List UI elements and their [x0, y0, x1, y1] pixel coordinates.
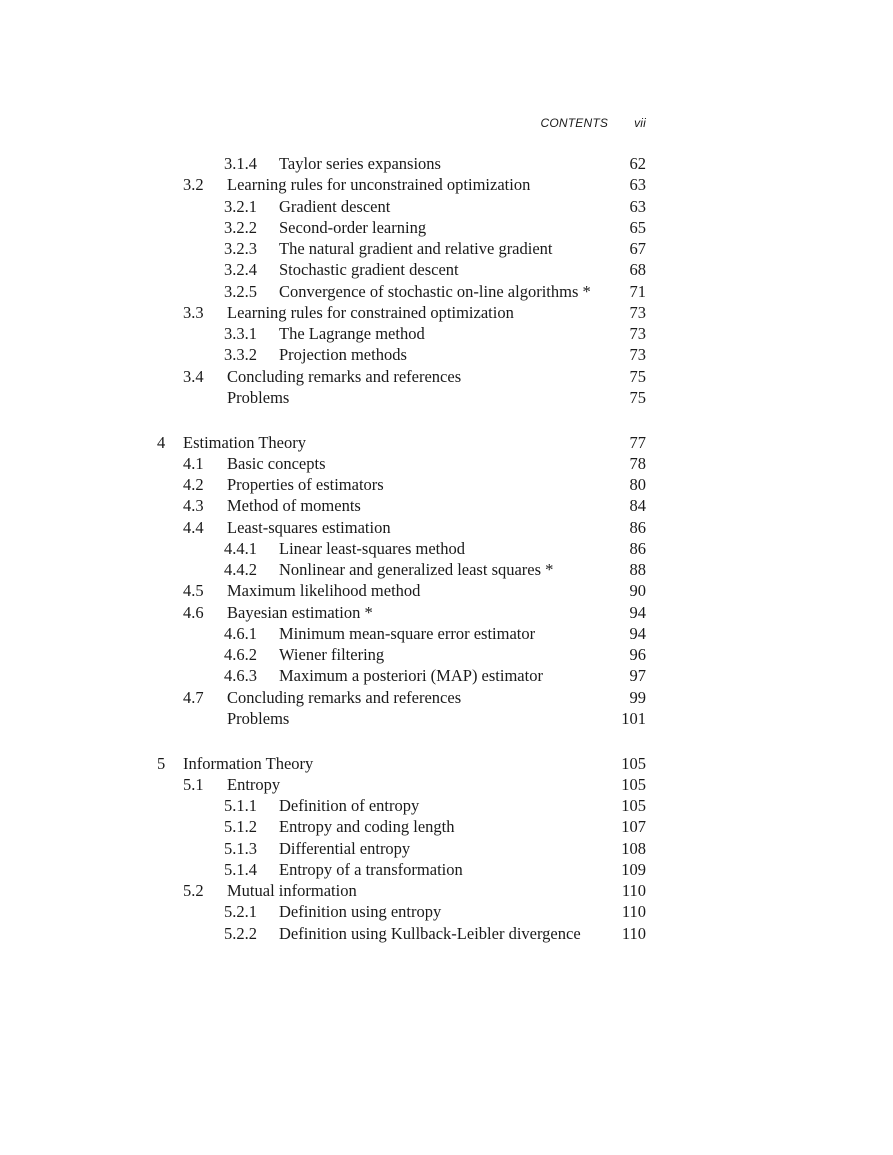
- toc-entry-page: 78: [629, 453, 646, 473]
- toc-entry-number: 4.7: [183, 687, 204, 707]
- toc-entry-title: Differential entropy: [279, 838, 411, 858]
- toc-entry-page: 63: [629, 175, 646, 195]
- toc-entry-number: 5.2.1: [224, 902, 257, 922]
- toc-entry-number: 3.3.2: [224, 345, 257, 365]
- toc-entry-title: Maximum likelihood method: [227, 581, 421, 601]
- toc-entry-number: 4.6: [183, 602, 204, 622]
- running-head-page-number: vii: [634, 116, 646, 130]
- toc-entry-title: Linear least-squares method: [279, 538, 466, 558]
- toc-entry-page: 73: [629, 324, 646, 343]
- toc-entry-page: 97: [629, 666, 646, 686]
- toc-entry-page: 88: [629, 560, 646, 579]
- toc-entry-number: 3.2.3: [224, 239, 257, 258]
- toc-section-row: [0, 774, 893, 795]
- toc-problems-row: [0, 387, 893, 408]
- toc-entry-title: Definition using entropy: [279, 902, 442, 922]
- toc-subsection-row: [0, 838, 893, 859]
- running-head-title: CONTENTS: [540, 116, 609, 130]
- toc-section-row: [0, 174, 893, 195]
- toc-entry-page: 68: [629, 260, 646, 280]
- toc-entry-title: Mutual information: [227, 881, 357, 900]
- toc-subsection-row: [0, 901, 893, 922]
- toc-entry-number: 3.2.2: [224, 217, 257, 237]
- toc-subsection-row: [0, 859, 893, 880]
- toc-entry-number: 5: [157, 753, 166, 773]
- toc-entry-number: 3.3.1: [224, 324, 257, 343]
- toc-entry-title: Bayesian estimation *: [227, 602, 373, 622]
- toc-entry-page: 110: [621, 881, 646, 900]
- toc-entry-title: Basic concepts: [227, 453, 326, 473]
- toc-entry-number: 4.6.2: [224, 645, 257, 664]
- toc-entry-number: 4.1: [183, 453, 204, 473]
- toc-entry-title: Entropy of a transformation: [279, 859, 463, 879]
- toc-entry-title: Gradient descent: [279, 196, 391, 216]
- toc-entry-number: 3.2.4: [224, 260, 257, 280]
- toc-subsection-row: [0, 259, 893, 280]
- toc-entry-number: 3.2: [183, 175, 204, 195]
- toc-entry-title: Wiener filtering: [279, 645, 385, 664]
- toc-subsection-row: [0, 816, 893, 837]
- toc-entry-title: Stochastic gradient descent: [279, 260, 459, 280]
- toc-entry-number: 5.1.3: [224, 838, 257, 858]
- toc-subsection-row: [0, 344, 893, 365]
- toc-entry-title: The natural gradient and relative gradient: [279, 239, 553, 258]
- toc-entry-number: 4.3: [183, 496, 204, 516]
- toc-entry-title: Problems: [227, 387, 290, 407]
- toc-entry-number: 5.1.4: [224, 859, 257, 879]
- toc-entry-page: 75: [629, 366, 646, 386]
- toc-entry-page: 63: [629, 196, 646, 216]
- toc-entry-number: 4: [157, 432, 166, 452]
- toc-entry-page: 107: [621, 817, 646, 837]
- toc-entry-title: Information Theory: [183, 753, 314, 773]
- toc-section-row: [0, 453, 893, 474]
- toc-entry-number: 4.4.2: [224, 560, 257, 579]
- toc-entry-title: Entropy and coding length: [279, 817, 455, 837]
- toc-chapter-row: [0, 432, 893, 453]
- toc-section-row: [0, 366, 893, 387]
- toc-entry-title: Second-order learning: [279, 217, 427, 237]
- toc-entry-number: 4.5: [183, 581, 204, 601]
- toc-entry-title: Minimum mean-square error estimator: [279, 623, 536, 643]
- toc-entry-page: 84: [629, 496, 646, 516]
- toc-section-row: [0, 474, 893, 495]
- toc-entry-title: Definition using Kullback-Leibler divergence: [279, 923, 581, 943]
- toc-subsection-row: [0, 153, 893, 174]
- toc-entry-title: Concluding remarks and references: [227, 687, 462, 707]
- toc-entry-title: Definition of entropy: [279, 796, 420, 815]
- toc-entry-number: 5.2: [183, 881, 204, 900]
- toc-entry-number: 4.6.1: [224, 623, 257, 643]
- toc-entry-page: 71: [629, 281, 646, 301]
- toc-entry-number: 4.4.1: [224, 538, 257, 558]
- toc-section-row: [0, 495, 893, 516]
- toc-entry-number: 3.3: [183, 302, 204, 322]
- running-head: [0, 116, 646, 130]
- toc-section-row: [0, 880, 893, 901]
- toc-entry-page: 108: [621, 838, 646, 858]
- toc-entry-title: Maximum a posteriori (MAP) estimator: [279, 666, 543, 686]
- toc-subsection-row: [0, 923, 893, 944]
- toc-entry-number: 3.2.1: [224, 196, 257, 216]
- toc-entry-page: 77: [629, 432, 646, 452]
- toc-entry-title: Method of moments: [227, 496, 361, 516]
- toc-entry-page: 73: [629, 302, 646, 322]
- toc-entry-number: 3.1.4: [224, 154, 257, 173]
- toc-entry-page: 67: [629, 239, 646, 258]
- toc-entry-page: 94: [629, 623, 646, 643]
- toc-entry-page: 110: [621, 923, 646, 943]
- toc-entry-title: Projection methods: [279, 345, 407, 365]
- toc-section-row: [0, 580, 893, 601]
- toc-entry-number: 5.1.1: [224, 796, 257, 815]
- toc-entry-number: 4.6.3: [224, 666, 257, 686]
- toc-subsection-row: [0, 623, 893, 644]
- toc-entry-page: 109: [621, 859, 646, 879]
- toc-entry-number: 4.4: [183, 517, 204, 537]
- toc-entry-page: 73: [629, 345, 646, 365]
- toc-entry-page: 99: [629, 687, 646, 707]
- toc-entry-page: 101: [621, 708, 646, 728]
- toc-entry-title: Problems: [227, 708, 290, 728]
- toc-subsection-row: [0, 281, 893, 302]
- toc-entry-page: 90: [629, 581, 646, 601]
- toc-subsection-row: [0, 538, 893, 559]
- toc-chapter-row: [0, 753, 893, 774]
- toc-entry-number: 5.2.2: [224, 923, 257, 943]
- toc-section-row: [0, 602, 893, 623]
- toc-entry-page: 105: [621, 796, 646, 815]
- toc-entry-page: 105: [621, 774, 646, 794]
- toc-subsection-row: [0, 323, 893, 344]
- toc-entry-title: Entropy: [227, 774, 281, 794]
- toc-entry-title: Learning rules for constrained optimization: [227, 302, 514, 322]
- toc-section-row: [0, 687, 893, 708]
- table-of-contents: [0, 153, 893, 944]
- toc-entry-page: 80: [629, 475, 646, 494]
- toc-entry-page: 75: [629, 387, 646, 407]
- toc-entry-title: Nonlinear and generalized least squares *: [279, 560, 554, 579]
- toc-entry-number: 3.2.5: [224, 281, 257, 301]
- toc-entry-page: 62: [629, 154, 646, 173]
- toc-entry-title: Taylor series expansions: [279, 154, 441, 173]
- toc-entry-page: 65: [629, 217, 646, 237]
- toc-entry-page: 86: [629, 517, 646, 537]
- toc-entry-page: 96: [629, 645, 646, 664]
- toc-entry-page: 86: [629, 538, 646, 558]
- toc-subsection-row: [0, 665, 893, 686]
- toc-entry-page: 94: [629, 602, 646, 622]
- toc-entry-page: 110: [621, 902, 646, 922]
- toc-problems-row: [0, 708, 893, 729]
- toc-entry-title: Estimation Theory: [183, 432, 306, 452]
- toc-entry-number: 5.1: [183, 774, 204, 794]
- toc-entry-number: 4.2: [183, 475, 204, 494]
- toc-subsection-row: [0, 196, 893, 217]
- toc-entry-title: Convergence of stochastic on-line algorithms *: [279, 281, 591, 301]
- toc-entry-title: Properties of estimators: [227, 475, 384, 494]
- toc-subsection-row: [0, 644, 893, 665]
- toc-subsection-row: [0, 795, 893, 816]
- toc-entry-title: Learning rules for unconstrained optimization: [227, 175, 531, 195]
- toc-entry-number: 3.4: [183, 366, 204, 386]
- toc-subsection-row: [0, 559, 893, 580]
- toc-section-row: [0, 302, 893, 323]
- toc-entry-title: Concluding remarks and references: [227, 366, 462, 386]
- toc-entry-title: Least-squares estimation: [227, 517, 391, 537]
- toc-subsection-row: [0, 217, 893, 238]
- toc-entry-title: The Lagrange method: [279, 324, 425, 343]
- toc-subsection-row: [0, 238, 893, 259]
- toc-entry-page: 105: [621, 753, 646, 773]
- toc-entry-number: 5.1.2: [224, 817, 257, 837]
- toc-section-row: [0, 517, 893, 538]
